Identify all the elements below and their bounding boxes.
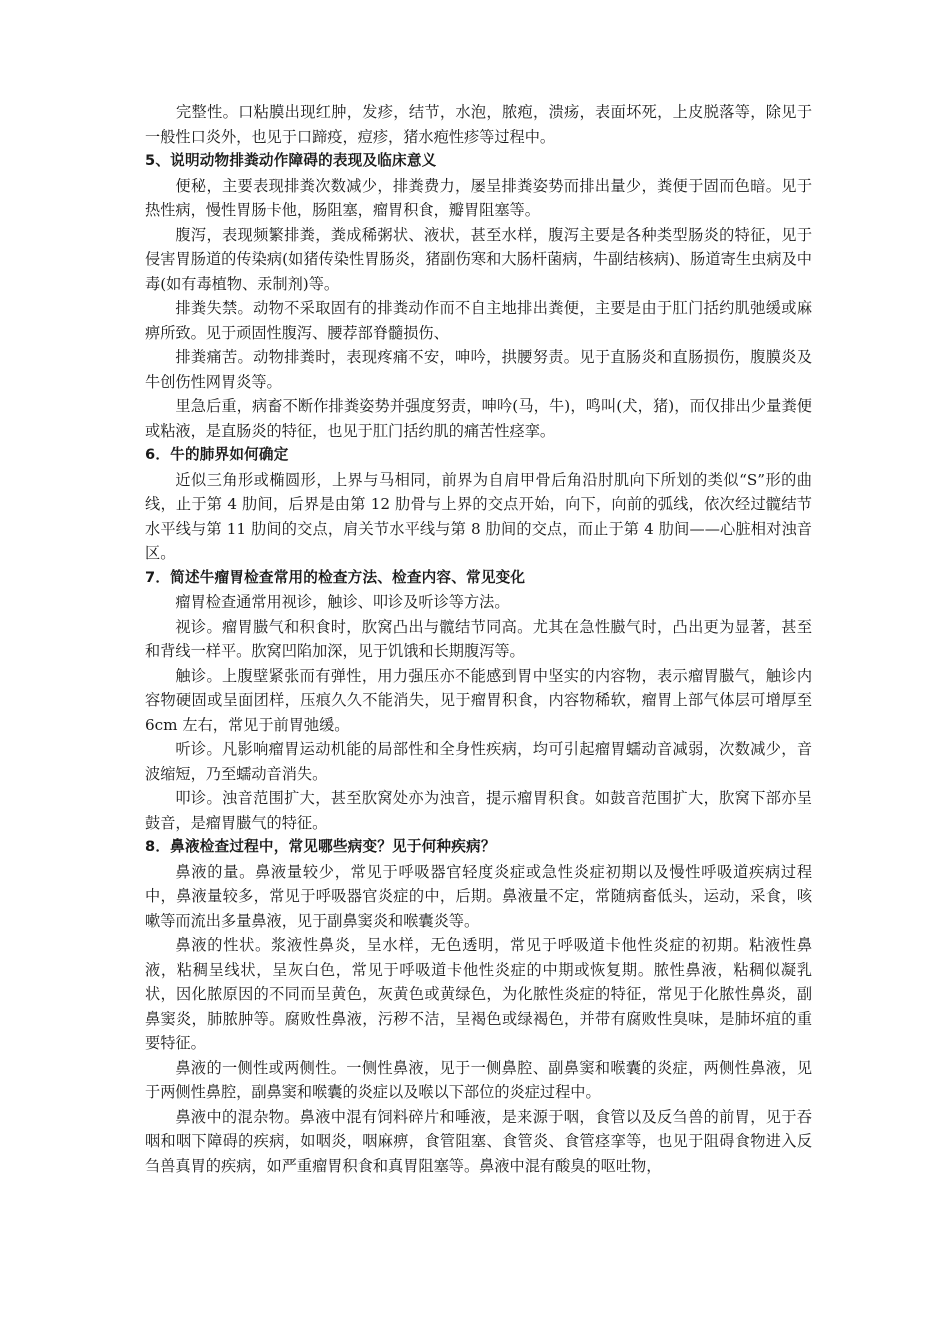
paragraph: 触诊。上腹壁紧张而有弹性，用力强压亦不能感到胃中坚实的内容物，表示瘤胃臌气，触诊内容物硬固或呈面团样，压痕久久不能消失，见于瘤胃积食，内容物稀软，瘤胃上部气体层可增厚至 6cm 左右，常见于前胃弛缓。 — [145, 666, 812, 734]
section-heading: 7．简述牛瘤胃检查常用的检查方法、检查内容、常见变化 — [145, 568, 526, 586]
paragraph: 鼻液的一侧性或两侧性。一侧性鼻液，见于一侧鼻腔、副鼻窦和喉囊的炎症，两侧性鼻液，见于两侧性鼻腔，副鼻窦和喉囊的炎症以及喉以下部位的炎症过程中。 — [145, 1058, 812, 1101]
paragraph: 近似三角形或椭圆形，上界与马相同，前界为自肩甲骨后角沿肘肌向下所划的类似“S”形的曲线，止于第 4 肋间，后界是由第 12 肋骨与上界的交点开始，向下，向前的弧线，依次经过髋结节水平线与第 11 肋间的交点，肩关节水平线与第 8 肋间的交点，而止于第 4 肋间——心脏相对浊音区。 — [145, 470, 812, 562]
paragraph: 鼻液的量。鼻液量较少，常见于呼吸器官轻度炎症或急性炎症初期以及慢性呼吸道疾病过程中，鼻液量较多，常见于呼吸器官炎症的中，后期。鼻液量不定，常随病畜低头，运动，采食，咳嗽等而流出多量鼻液，见于副鼻窦炎和喉囊炎等。 — [145, 862, 812, 930]
paragraph: 听诊。凡影响瘤胃运动机能的局部性和全身性疾病，均可引起瘤胃蠕动音减弱，次数减少，音波缩短，乃至蠕动音消失。 — [145, 740, 812, 783]
paragraph: 完整性。口粘膜出现红肿，发疹，结节，水泡，脓疱，溃疡，表面坏死，上皮脱落等，除见于一般性口炎外，也见于口蹄疫，痘疹，猪水疱性疹等过程中。 — [145, 103, 812, 146]
paragraph: 鼻液中的混杂物。鼻液中混有饲料碎片和唾液，是来源于咽，食管以及反刍兽的前胃，见于吞咽和咽下障碍的疾病，如咽炎，咽麻痹，食管阻塞、食管炎、食管痉挛等，也见于阻碍食物进入反刍兽真胃的疾病，如严重瘤胃积食和真胃阻塞等。鼻液中混有酸臭的呕吐物， — [145, 1107, 812, 1175]
document-page — [145, 100, 812, 1178]
paragraph: 叩诊。浊音范围扩大，甚至肷窝处亦为浊音，提示瘤胃积食。如鼓音范围扩大，肷窝下部亦呈鼓音，是瘤胃臌气的特征。 — [145, 789, 812, 832]
paragraph: 排粪失禁。动物不采取固有的排粪动作而不自主地排出粪便，主要是由于肛门括约肌弛缓或麻痹所致。见于顽固性腹泻、腰荐部脊髓损伤、 — [145, 299, 812, 342]
paragraph: 便秘，主要表现排粪次数减少，排粪费力，屡呈排粪姿势而排出量少，粪便于固而色暗。见于热性病，慢性胃肠卡他，肠阻塞，瘤胃积食，瓣胃阻塞等。 — [145, 176, 812, 219]
section-heading: 6．牛的肺界如何确定 — [145, 446, 289, 463]
paragraph: 瘤胃检查通常用视诊，触诊、叩诊及听诊等方法。 — [175, 593, 510, 611]
paragraph: 腹泻，表现频繁排粪，粪成稀粥状、液状，甚至水样，腹泻主要是各种类型肠炎的特征，见于侵害胃肠道的传染病(如猪传染性胃肠炎，猪副伤寒和大肠杆菌病，牛副结核病)、肠道寄生虫病及中毒(如有毒植物、汞制剂)等。 — [145, 225, 812, 293]
section-heading: 8．鼻液检查过程中，常见哪些病变？见于何种疾病？ — [145, 838, 496, 855]
paragraph: 排粪痛苦。动物排粪时，表现疼痛不安，呻吟，拱腰努责。见于直肠炎和直肠损伤，腹膜炎及牛创伤性网胃炎等。 — [145, 348, 812, 391]
paragraph: 视诊。瘤胃臌气和积食时，肷窝凸出与髋结节同高。尤其在急性臌气时，凸出更为显著，甚至和背线一样平。肷窝凹陷加深，见于饥饿和长期腹泻等。 — [145, 617, 812, 660]
paragraph: 鼻液的性状。浆液性鼻炎，呈水样，无色透明，常见于呼吸道卡他性炎症的初期。粘液性鼻液，粘稠呈线状，呈灰白色，常见于呼吸道卡他性炎症的中期或恢复期。脓性鼻液，粘稠似凝乳状，因化脓原因的不同而呈黄色，灰黄色或黄绿色，为化脓性炎症的特征，常见于化脓性鼻炎，副鼻窦炎，肺脓肿等。腐败性鼻液，污秽不洁，呈褐色或绿褐色，并带有腐败性臭味，是肺坏疽的重要特征。 — [145, 936, 812, 1052]
paragraph: 里急后重，病畜不断作排粪姿势并强度努责，呻吟(马，牛)，鸣叫(犬，猪)，而仅排出少量粪便或粘液，是直肠炎的特征，也见于肛门括约肌的痛苦性痉挛。 — [145, 397, 812, 440]
section-heading: 5、说明动物排粪动作障碍的表现及临床意义 — [145, 152, 437, 169]
